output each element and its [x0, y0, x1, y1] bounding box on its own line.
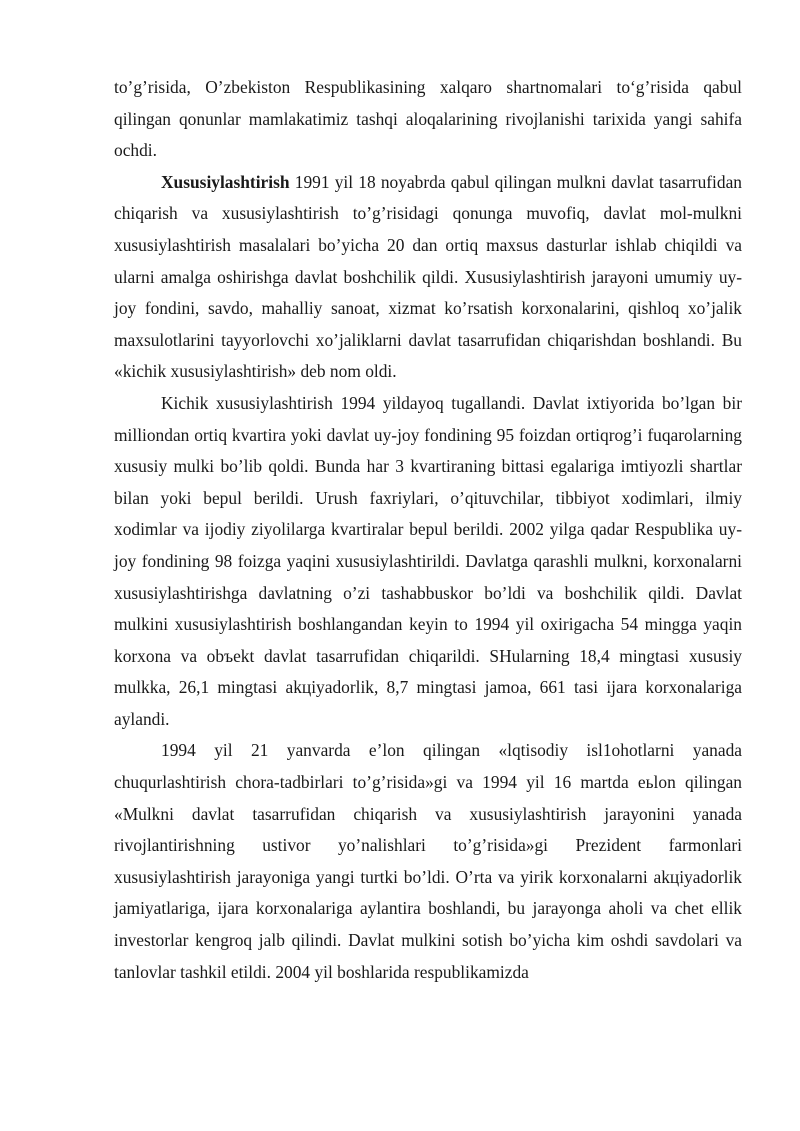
paragraph-2-lead: Xususiylashtirish [161, 171, 290, 192]
paragraph-3 [114, 388, 742, 736]
paragraph-2 [114, 167, 742, 388]
paragraph-4 [114, 735, 742, 988]
paragraph-2-text: 1991 yil 18 noyabrda qabul qilingan mulkni davlat tasarrufidan chiqarish va xususiylashtirish to’g’risidagi qonunga muvofiq, davlat mol-mulkni xususiylashtirish masalalari bo’yicha 20 dan ortiq maxsus dasturlar ishlab chiqildi va ularni amalga oshirishga davlat boshchilik qildi. Xususiylashtirish jarayoni umumiy uy-joy fondini, savdo, mahalliy sanoat, xizmat ko’rsatish korxonalarini, qishloq xo’jalik maxsulotlarini tayyorlovchi xo’jaliklarni davlat tasarrufidan chiqarishdan boshlandi. Bu «kichik xususiylashtirish» deb nom oldi. [114, 171, 742, 382]
document-page [114, 72, 742, 988]
paragraph-1-text: to’g’risida, O’zbekiston Respublikasining xalqaro shartnomalari to‘g’risida qabul qilingan qonunlar mamlakatimiz tashqi aloqalarining rivojlanishi tarixida yangi sahifa ochdi. [114, 77, 742, 161]
paragraph-1 [114, 72, 742, 167]
paragraph-4-text: 1994 yil 21 yanvarda e’lon qilingan «lqtisodiy isl1ohotlarni yanada chuqurlashtirish chora-tadbirlari to’g’risida»gi va 1994 yil 16 martda eьlon qilingan «Mulkni davlat tasarrufidan chiqarish va xususiylashtirish jarayonini yanada rivojlantirishning ustivor yo’nalishlari to’g’risida»gi Prezident farmonlari xususiylashtirish jarayoniga yangi turtki bo’ldi. O’rta va yirik korxonalarni akцiyadorlik jamiyatlariga, ijara korxonalariga aylantira boshlandi, bu jarayonga aholi va chet ellik investorlar kengroq jalb qilindi. Davlat mulkini sotish bo’yicha kim oshdi savdolari va tanlovlar tashkil etildi. 2004 yil boshlarida respublikamizda [114, 740, 742, 982]
paragraph-3-text: Kichik xususiylashtirish 1994 yildayoq tugallandi. Davlat ixtiyorida bo’lgan bir milliondan ortiq kvartira yoki davlat uy-joy fondining 95 foizdan ortiqrog’i fuqarolarning xususiy mulki bo’lib qoldi. Bunda har 3 kvartiraning bittasi egalariga imtiyozli shartlar bilan yoki bepul berildi. Urush faxriylari, o’qituvchilar, tibbiyot xodimlari, ilmiy xodimlar va ijodiy ziyolilarga kvartiralar bepul berildi. 2002 yilga qadar Respublika uy-joy fondining 98 foizga yaqini xususiylashtirildi. Davlatga qarashli mulkni, korxonalarni xususiylashtirishga davlatning o’zi tashabbuskor bo’ldi va boshchilik qildi. Davlat mulkini xususiylashtirish boshlangandan keyin to 1994 yil oxirigacha 54 mingga yaqin korxona va obъekt davlat tasarrufidan chiqarildi. SHularning 18,4 mingtasi xususiy mulkka, 26,1 mingtasi akцiyadorlik, 8,7 mingtasi jamoa, 661 tasi ijara korxonalariga aylandi. [114, 392, 742, 729]
